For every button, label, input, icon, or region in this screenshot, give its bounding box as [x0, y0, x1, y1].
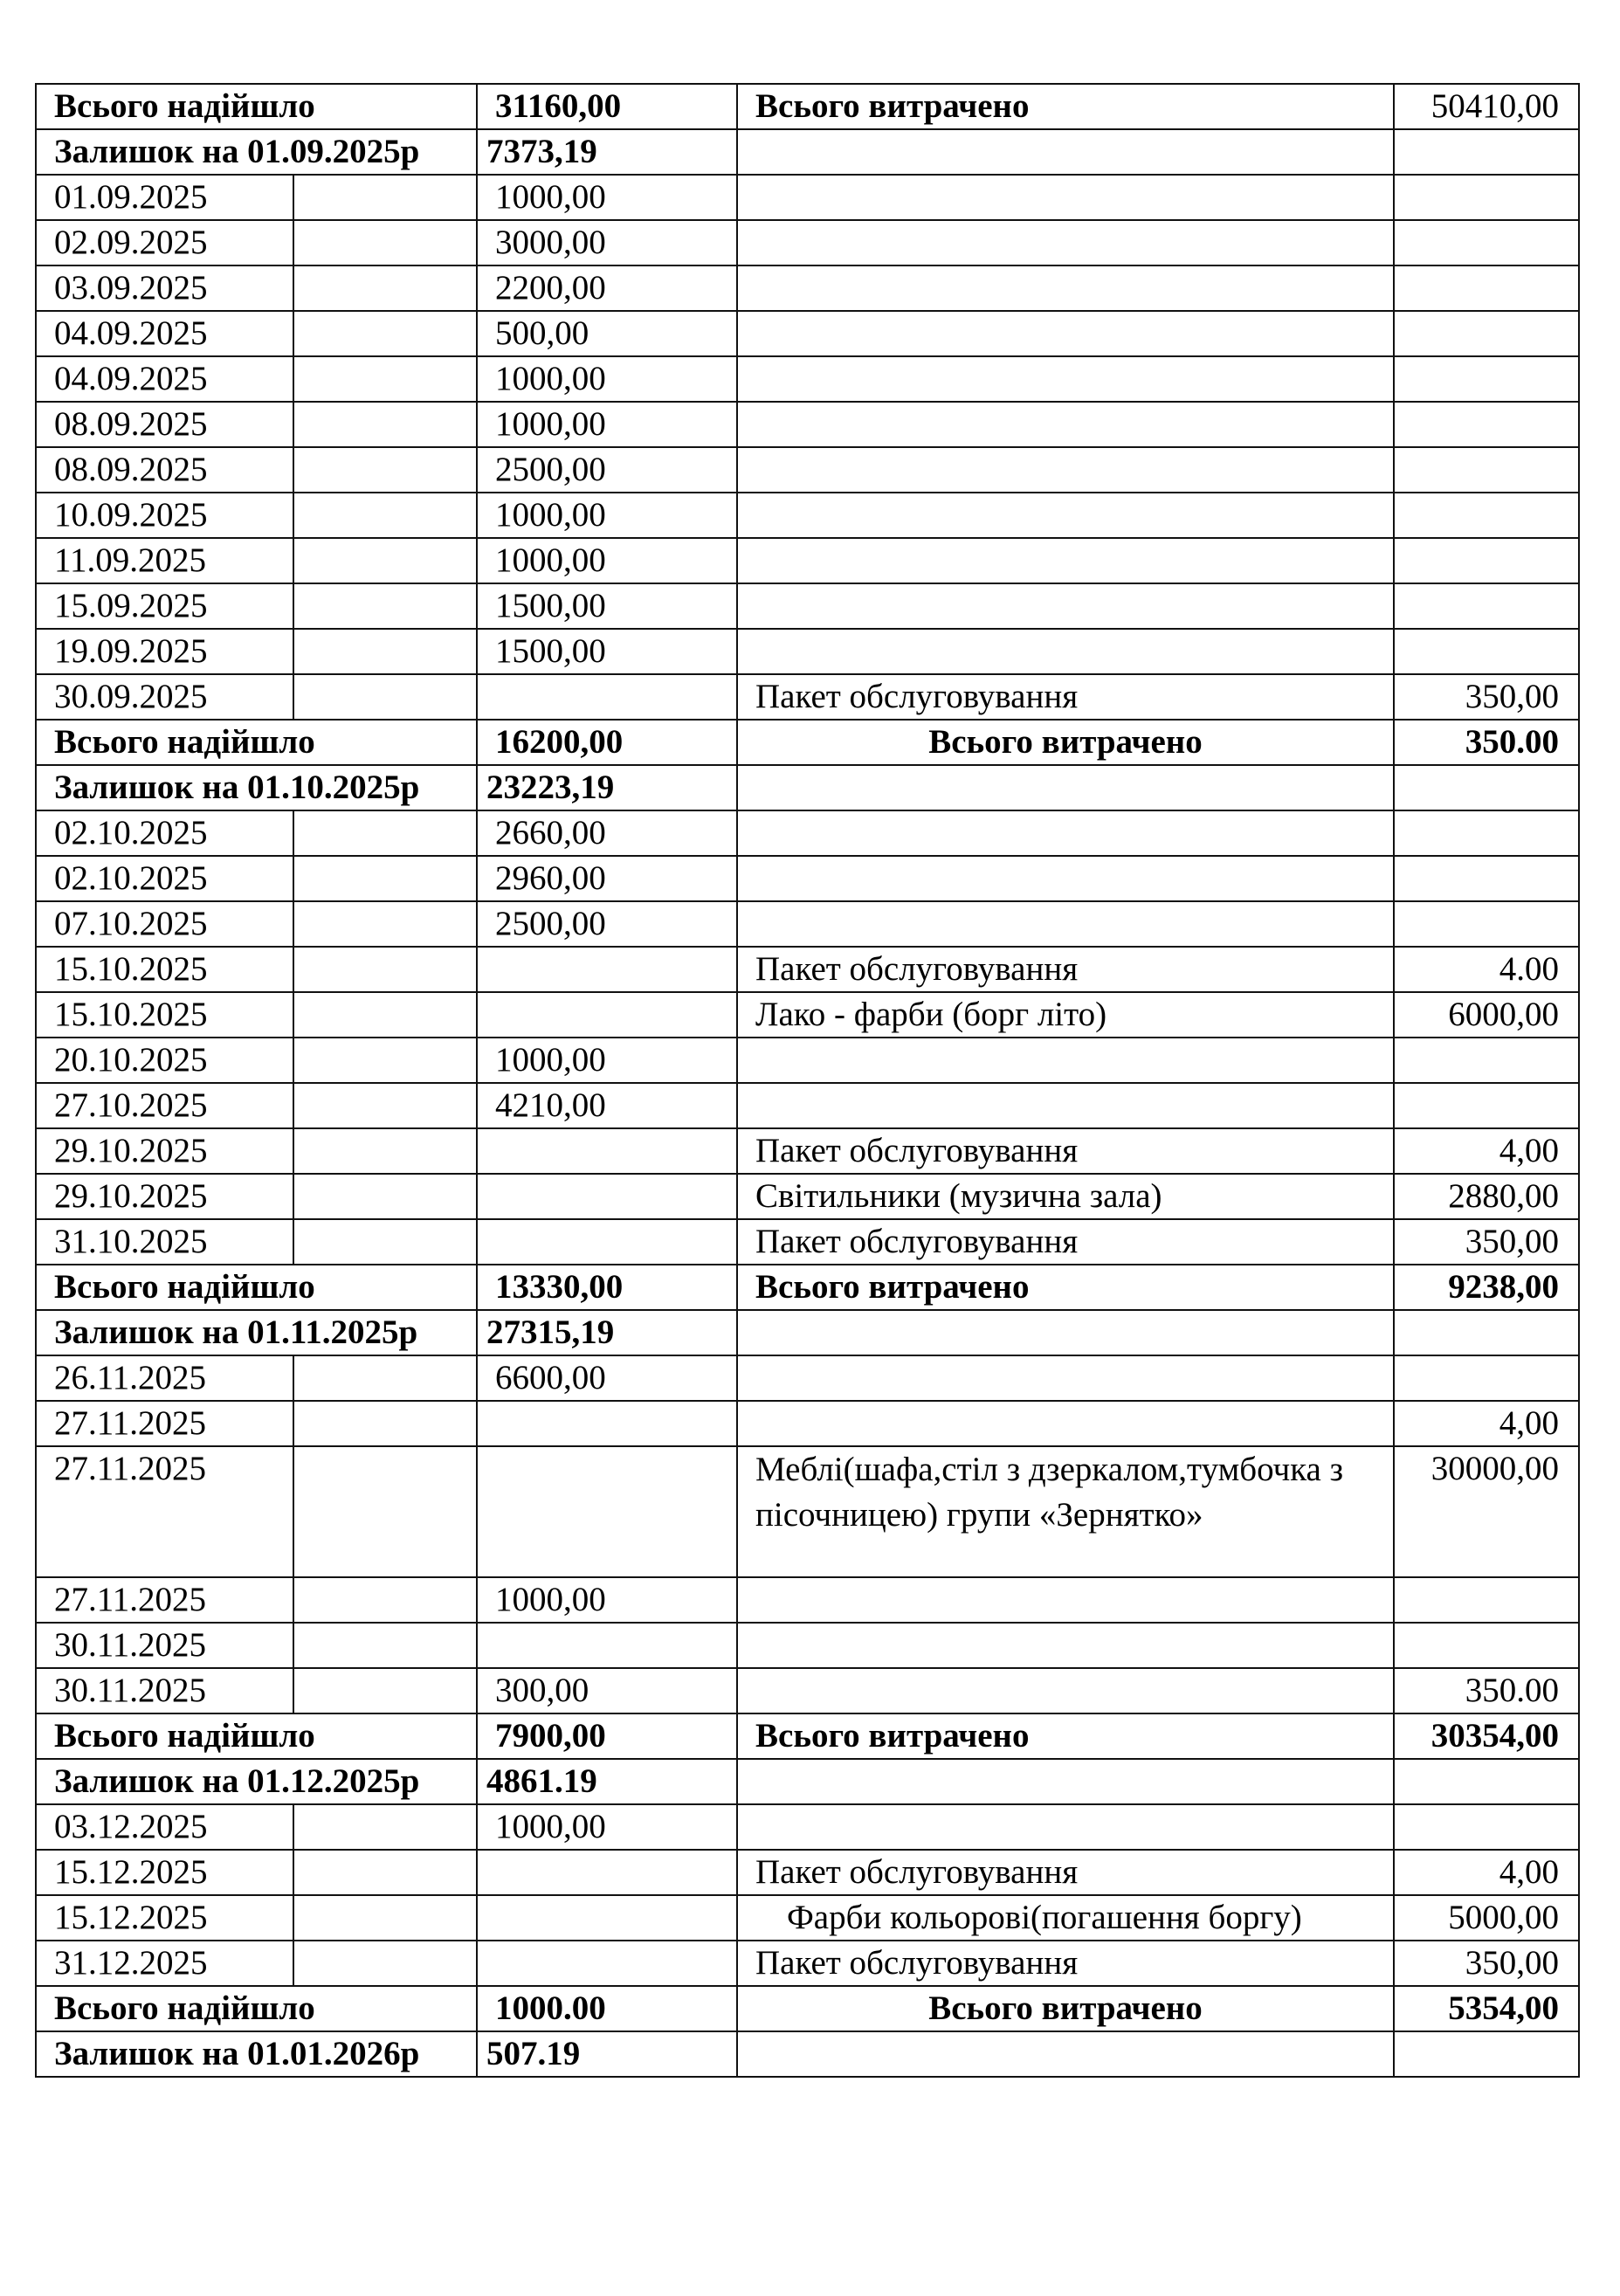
- balance-label: Залишок на 01.11.2025р: [36, 1310, 477, 1355]
- empty-cell: [293, 1219, 477, 1265]
- income-cell: 300,00: [477, 1668, 737, 1713]
- expense-cell: [1394, 810, 1579, 856]
- empty-cell: [293, 265, 477, 311]
- income-cell: [477, 1219, 737, 1265]
- expense-cell: [1394, 447, 1579, 493]
- income-cell: 2200,00: [477, 265, 737, 311]
- income-cell: [477, 947, 737, 992]
- income-cell: [477, 1128, 737, 1174]
- empty-cell: [1394, 765, 1579, 810]
- income-cell: 2500,00: [477, 901, 737, 947]
- transaction-row: [36, 901, 1579, 947]
- expense-cell: [1394, 311, 1579, 356]
- date-cell: 01.09.2025: [36, 175, 293, 220]
- income-cell: [477, 1941, 737, 1986]
- description-cell: [737, 901, 1394, 947]
- month-expense-label: Всього витрачено: [737, 1986, 1394, 2031]
- empty-cell: [737, 1310, 1394, 1355]
- income-cell: 1000,00: [477, 356, 737, 402]
- balance-row: [36, 129, 1579, 175]
- expense-cell: 350,00: [1394, 674, 1579, 720]
- empty-cell: [1394, 129, 1579, 175]
- transaction-row: [36, 1174, 1579, 1219]
- month-expense-total: 30354,00: [1394, 1713, 1579, 1759]
- empty-cell: [293, 629, 477, 674]
- expense-cell: [1394, 1038, 1579, 1083]
- income-cell: 2500,00: [477, 447, 737, 493]
- income-cell: 3000,00: [477, 220, 737, 265]
- transaction-row: [36, 265, 1579, 311]
- date-cell: 30.11.2025: [36, 1623, 293, 1668]
- grand-expense-total: 50410,00: [1394, 84, 1579, 129]
- transaction-row: [36, 311, 1579, 356]
- empty-cell: [293, 901, 477, 947]
- transaction-row: [36, 1577, 1579, 1623]
- income-cell: [477, 1401, 737, 1446]
- income-cell: 4210,00: [477, 1083, 737, 1128]
- empty-cell: [293, 311, 477, 356]
- income-cell: [477, 1895, 737, 1941]
- date-cell: 20.10.2025: [36, 1038, 293, 1083]
- final-balance-value: 507.19: [477, 2031, 737, 2077]
- empty-cell: [293, 1941, 477, 1986]
- expense-cell: [1394, 1577, 1579, 1623]
- transaction-row: [36, 1401, 1579, 1446]
- description-cell: [737, 220, 1394, 265]
- expense-cell: [1394, 1804, 1579, 1850]
- empty-cell: [293, 1128, 477, 1174]
- date-cell: 29.10.2025: [36, 1174, 293, 1219]
- date-cell: 31.10.2025: [36, 1219, 293, 1265]
- empty-cell: [293, 1623, 477, 1668]
- description-cell: Фарби кольорові(погашення боргу): [737, 1895, 1394, 1941]
- description-cell: [737, 447, 1394, 493]
- empty-cell: [293, 1038, 477, 1083]
- income-cell: 1000,00: [477, 402, 737, 447]
- date-cell: 27.11.2025: [36, 1401, 293, 1446]
- empty-cell: [1394, 1310, 1579, 1355]
- date-cell: 04.09.2025: [36, 356, 293, 402]
- transaction-row: [36, 175, 1579, 220]
- expense-cell: 350.00: [1394, 1668, 1579, 1713]
- date-cell: 29.10.2025: [36, 1128, 293, 1174]
- expense-cell: [1394, 901, 1579, 947]
- empty-cell: [293, 1401, 477, 1446]
- balance-value: 7373,19: [477, 129, 737, 175]
- month-total-row: [36, 1986, 1579, 2031]
- expense-cell: 6000,00: [1394, 992, 1579, 1038]
- date-cell: 03.09.2025: [36, 265, 293, 311]
- transaction-row: [36, 1623, 1579, 1668]
- transaction-row: [36, 1446, 1579, 1577]
- expense-cell: [1394, 856, 1579, 901]
- date-cell: 07.10.2025: [36, 901, 293, 947]
- month-income-label: Всього надійшло: [36, 1986, 477, 2031]
- description-cell: [737, 1083, 1394, 1128]
- final-balance-row: [36, 2031, 1579, 2077]
- income-cell: 1000,00: [477, 1804, 737, 1850]
- expense-cell: [1394, 629, 1579, 674]
- empty-cell: [293, 1083, 477, 1128]
- balance-row: [36, 1310, 1579, 1355]
- income-cell: 2660,00: [477, 810, 737, 856]
- description-cell: [737, 538, 1394, 583]
- transaction-row: [36, 220, 1579, 265]
- balance-value: 23223,19: [477, 765, 737, 810]
- description-cell: [737, 1668, 1394, 1713]
- transaction-row: [36, 947, 1579, 992]
- description-cell: Меблі(шафа,стіл з дзеркалом,тумбочка з пісочницею) групи «Зернятко»: [737, 1446, 1394, 1577]
- description-cell: [737, 629, 1394, 674]
- date-cell: 27.11.2025: [36, 1446, 293, 1577]
- empty-cell: [293, 1174, 477, 1219]
- expense-cell: [1394, 175, 1579, 220]
- description-cell: [737, 493, 1394, 538]
- expense-cell: 4,00: [1394, 1850, 1579, 1895]
- grand-expense-label: Всього витрачено: [737, 84, 1394, 129]
- empty-cell: [293, 1355, 477, 1401]
- month-expense-label: Всього витрачено: [737, 1713, 1394, 1759]
- date-cell: 08.09.2025: [36, 447, 293, 493]
- description-cell: [737, 1401, 1394, 1446]
- date-cell: 30.09.2025: [36, 674, 293, 720]
- empty-cell: [293, 538, 477, 583]
- date-cell: 08.09.2025: [36, 402, 293, 447]
- date-cell: 31.12.2025: [36, 1941, 293, 1986]
- income-cell: [477, 1446, 737, 1577]
- date-cell: 03.12.2025: [36, 1804, 293, 1850]
- transaction-row: [36, 1128, 1579, 1174]
- date-cell: 27.11.2025: [36, 1577, 293, 1623]
- description-cell: [737, 856, 1394, 901]
- income-cell: [477, 992, 737, 1038]
- description-cell: Пакет обслуговування: [737, 1941, 1394, 1986]
- expense-cell: [1394, 265, 1579, 311]
- month-income-label: Всього надійшло: [36, 720, 477, 765]
- transaction-row: [36, 1850, 1579, 1895]
- date-cell: 15.12.2025: [36, 1850, 293, 1895]
- transaction-row: [36, 1038, 1579, 1083]
- transaction-row: [36, 447, 1579, 493]
- month-income-label: Всього надійшло: [36, 1265, 477, 1310]
- empty-cell: [293, 1668, 477, 1713]
- empty-cell: [293, 992, 477, 1038]
- month-total-row: [36, 1265, 1579, 1310]
- description-cell: Світильники (музична зала): [737, 1174, 1394, 1219]
- expense-cell: 350,00: [1394, 1941, 1579, 1986]
- empty-cell: [737, 765, 1394, 810]
- description-cell: [737, 583, 1394, 629]
- expense-cell: [1394, 402, 1579, 447]
- income-cell: [477, 674, 737, 720]
- transaction-row: [36, 1895, 1579, 1941]
- date-cell: 02.10.2025: [36, 810, 293, 856]
- income-cell: 1000,00: [477, 1038, 737, 1083]
- transaction-row: [36, 538, 1579, 583]
- description-cell: [737, 1038, 1394, 1083]
- income-cell: 1500,00: [477, 629, 737, 674]
- month-total-row: [36, 720, 1579, 765]
- empty-cell: [293, 1446, 477, 1577]
- income-cell: 2960,00: [477, 856, 737, 901]
- description-cell: [737, 1577, 1394, 1623]
- description-cell: [737, 1804, 1394, 1850]
- description-cell: [737, 810, 1394, 856]
- grand-income-total: 31160,00: [477, 84, 737, 129]
- transaction-row: [36, 856, 1579, 901]
- balance-value: 27315,19: [477, 1310, 737, 1355]
- date-cell: 19.09.2025: [36, 629, 293, 674]
- description-cell: [737, 356, 1394, 402]
- income-cell: 1000,00: [477, 493, 737, 538]
- month-expense-total: 9238,00: [1394, 1265, 1579, 1310]
- expense-cell: [1394, 220, 1579, 265]
- transaction-row: [36, 583, 1579, 629]
- date-cell: 30.11.2025: [36, 1668, 293, 1713]
- income-cell: 1000,00: [477, 175, 737, 220]
- expense-cell: [1394, 1083, 1579, 1128]
- description-cell: Пакет обслуговування: [737, 947, 1394, 992]
- description-cell: [737, 311, 1394, 356]
- income-cell: 1000,00: [477, 1577, 737, 1623]
- empty-cell: [293, 1850, 477, 1895]
- balance-value: 4861.19: [477, 1759, 737, 1804]
- income-cell: 500,00: [477, 311, 737, 356]
- empty-cell: [293, 175, 477, 220]
- month-expense-label: Всього витрачено: [737, 1265, 1394, 1310]
- transaction-row: [36, 810, 1579, 856]
- transaction-row: [36, 1355, 1579, 1401]
- empty-cell: [737, 2031, 1394, 2077]
- income-cell: [477, 1623, 737, 1668]
- description-cell: [737, 402, 1394, 447]
- expense-cell: 4,00: [1394, 1128, 1579, 1174]
- month-income-total: 13330,00: [477, 1265, 737, 1310]
- description-cell: Пакет обслуговування: [737, 1219, 1394, 1265]
- description-cell: Пакет обслуговування: [737, 674, 1394, 720]
- empty-cell: [293, 402, 477, 447]
- transaction-row: [36, 629, 1579, 674]
- date-cell: 26.11.2025: [36, 1355, 293, 1401]
- month-expense-total: 5354,00: [1394, 1986, 1579, 2031]
- balance-label: Залишок на 01.09.2025р: [36, 129, 477, 175]
- date-cell: 15.09.2025: [36, 583, 293, 629]
- empty-cell: [293, 1804, 477, 1850]
- balance-label: Залишок на 01.10.2025р: [36, 765, 477, 810]
- transaction-row: [36, 402, 1579, 447]
- income-cell: 1000,00: [477, 538, 737, 583]
- expense-cell: [1394, 583, 1579, 629]
- month-income-label: Всього надійшло: [36, 1713, 477, 1759]
- income-cell: 1500,00: [477, 583, 737, 629]
- empty-cell: [293, 220, 477, 265]
- empty-cell: [293, 493, 477, 538]
- description-cell: Пакет обслуговування: [737, 1128, 1394, 1174]
- empty-cell: [293, 356, 477, 402]
- expense-cell: [1394, 356, 1579, 402]
- date-cell: 10.09.2025: [36, 493, 293, 538]
- balance-label: Залишок на 01.12.2025р: [36, 1759, 477, 1804]
- expense-cell: 5000,00: [1394, 1895, 1579, 1941]
- expense-cell: [1394, 1623, 1579, 1668]
- grand-income-label: Всього надійшло: [36, 84, 477, 129]
- income-cell: 6600,00: [477, 1355, 737, 1401]
- empty-cell: [293, 1895, 477, 1941]
- grand-total-row: [36, 84, 1579, 129]
- empty-cell: [293, 674, 477, 720]
- expense-cell: 30000,00: [1394, 1446, 1579, 1577]
- month-income-total: 7900,00: [477, 1713, 737, 1759]
- date-cell: 02.10.2025: [36, 856, 293, 901]
- empty-cell: [293, 447, 477, 493]
- empty-cell: [293, 810, 477, 856]
- balance-row: [36, 765, 1579, 810]
- date-cell: 02.09.2025: [36, 220, 293, 265]
- balance-row: [36, 1759, 1579, 1804]
- empty-cell: [293, 1577, 477, 1623]
- empty-cell: [1394, 1759, 1579, 1804]
- date-cell: 15.10.2025: [36, 992, 293, 1038]
- ledger-table: [35, 83, 1580, 2078]
- expense-cell: 2880,00: [1394, 1174, 1579, 1219]
- date-cell: 11.09.2025: [36, 538, 293, 583]
- description-cell: [737, 1355, 1394, 1401]
- transaction-row: [36, 1668, 1579, 1713]
- empty-cell: [293, 856, 477, 901]
- income-cell: [477, 1850, 737, 1895]
- month-income-total: 1000.00: [477, 1986, 737, 2031]
- description-cell: [737, 265, 1394, 311]
- description-cell: Пакет обслуговування: [737, 1850, 1394, 1895]
- expense-cell: [1394, 493, 1579, 538]
- transaction-row: [36, 1941, 1579, 1986]
- expense-cell: 4.00: [1394, 947, 1579, 992]
- month-total-row: [36, 1713, 1579, 1759]
- empty-cell: [1394, 2031, 1579, 2077]
- empty-cell: [737, 1759, 1394, 1804]
- empty-cell: [293, 947, 477, 992]
- date-cell: 04.09.2025: [36, 311, 293, 356]
- month-expense-label: Всього витрачено: [737, 720, 1394, 765]
- transaction-row: [36, 356, 1579, 402]
- date-cell: 15.12.2025: [36, 1895, 293, 1941]
- expense-cell: 350,00: [1394, 1219, 1579, 1265]
- expense-cell: 4,00: [1394, 1401, 1579, 1446]
- date-cell: 27.10.2025: [36, 1083, 293, 1128]
- description-cell: [737, 175, 1394, 220]
- expense-cell: [1394, 538, 1579, 583]
- transaction-row: [36, 1219, 1579, 1265]
- transaction-row: [36, 992, 1579, 1038]
- description-cell: [737, 1623, 1394, 1668]
- transaction-row: [36, 1083, 1579, 1128]
- empty-cell: [737, 129, 1394, 175]
- date-cell: 15.10.2025: [36, 947, 293, 992]
- description-cell: Лако - фарби (борг літо): [737, 992, 1394, 1038]
- income-cell: [477, 1174, 737, 1219]
- transaction-row: [36, 493, 1579, 538]
- transaction-row: [36, 1804, 1579, 1850]
- month-income-total: 16200,00: [477, 720, 737, 765]
- transaction-row: [36, 674, 1579, 720]
- empty-cell: [293, 583, 477, 629]
- expense-cell: [1394, 1355, 1579, 1401]
- final-balance-label: Залишок на 01.01.2026р: [36, 2031, 477, 2077]
- month-expense-total: 350.00: [1394, 720, 1579, 765]
